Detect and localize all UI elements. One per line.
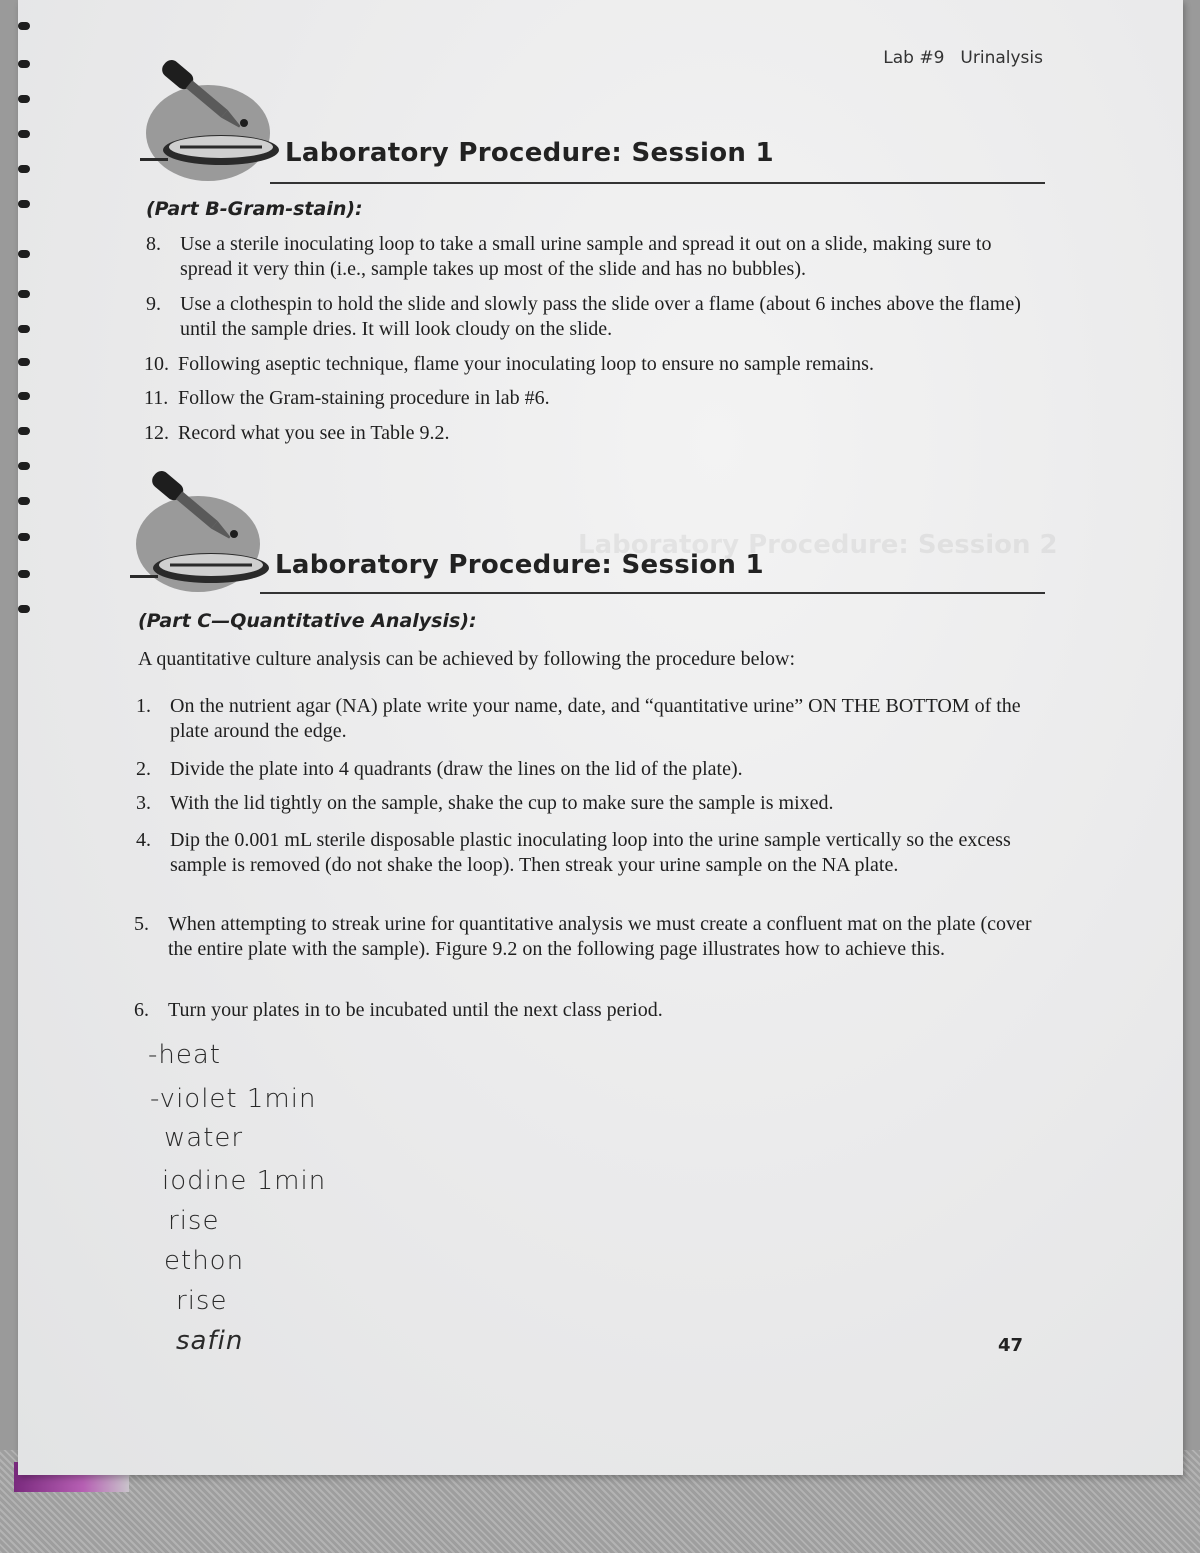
step-number: 11.: [144, 387, 169, 409]
binding-hole: [18, 130, 30, 138]
running-header: [883, 48, 1043, 68]
step-text: Record what you see in Table 9.2.: [178, 422, 450, 444]
binding-hole: [18, 392, 30, 400]
binding-hole: [18, 427, 30, 435]
step-text: Use a sterile inoculating loop to take a small urine sample and spread it out on a slide, making sure to spread it very thin (i.e., sample takes up most of the slide and has no bubbles).: [180, 233, 992, 280]
step-number: 10.: [144, 353, 169, 375]
procedure-step: [134, 998, 1034, 1023]
step-number: 8.: [146, 233, 161, 255]
step-text: On the nutrient agar (NA) plate write your name, date, and “quantitative urine” ON THE BOTTOM of the plate around the edge.: [170, 695, 1021, 742]
step-text: When attempting to streak urine for quantitative analysis we must create a confluent mat on the plate (cover the entire plate with the sample). Figure 9.2 on the following page illustrates how to achieve this.: [168, 913, 1032, 960]
binding-hole: [18, 605, 30, 613]
procedure-step: [146, 292, 1046, 342]
procedure-step: [134, 912, 1034, 962]
handwritten-note: safin: [176, 1326, 244, 1356]
handwritten-note: rise: [176, 1286, 228, 1316]
step-text: Follow the Gram-staining procedure in lab #6.: [178, 387, 550, 409]
binding-hole: [18, 22, 30, 30]
step-number: 6.: [134, 999, 149, 1021]
procedure-step: [144, 386, 1044, 411]
step-number: 12.: [144, 422, 169, 444]
step-number: 2.: [136, 758, 151, 780]
document-page: [18, 0, 1183, 1475]
lab-topic: Urinalysis: [960, 48, 1043, 68]
step-number: 1.: [136, 695, 151, 717]
section-rule: [270, 182, 1045, 184]
binding-hole: [18, 95, 30, 103]
handwritten-note: -heat: [148, 1040, 221, 1070]
procedure-step: [144, 352, 1044, 377]
binding-hole: [18, 533, 30, 541]
procedure-step: [136, 791, 1036, 816]
binding-hole: [18, 325, 30, 333]
handwritten-note: water: [164, 1123, 244, 1153]
part-heading: (Part C—Quantitative Analysis):: [138, 610, 477, 632]
handwritten-note: rise: [168, 1206, 220, 1236]
handwritten-note: -violet 1min: [150, 1084, 317, 1114]
show-through-text: Laboratory Procedure: Session 2: [578, 530, 1058, 560]
part-heading: (Part B-Gram-stain):: [146, 198, 363, 220]
handwritten-note: ethon: [164, 1246, 245, 1276]
step-number: 4.: [136, 829, 151, 851]
binding-hole: [18, 165, 30, 173]
step-text: Divide the plate into 4 quadrants (draw the lines on the lid of the plate).: [170, 758, 743, 780]
binding-hole: [18, 60, 30, 68]
step-text: Use a clothespin to hold the slide and slowly pass the slide over a flame (about 6 inches above the flame) until the sample dries. It will look cloudy on the slide.: [180, 293, 1021, 340]
section-title: Laboratory Procedure: Session 1: [285, 138, 774, 168]
handwritten-note: iodine 1min: [162, 1166, 327, 1196]
procedure-step: [136, 828, 1036, 878]
intro-text: A quantitative culture analysis can be achieved by following the procedure below:: [138, 648, 796, 670]
binding-hole: [18, 358, 30, 366]
dropper-petri-dish-icon: [126, 466, 286, 601]
dropper-petri-dish-icon: [136, 55, 296, 190]
procedure-step: [136, 694, 1036, 744]
binding-hole: [18, 570, 30, 578]
step-number: 9.: [146, 293, 161, 315]
section-rule: [260, 592, 1045, 594]
step-text: With the lid tightly on the sample, shake the cup to make sure the sample is mixed.: [170, 792, 834, 814]
binding-hole: [18, 290, 30, 298]
section-title: Laboratory Procedure: Session 1: [275, 550, 764, 580]
step-text: Following aseptic technique, flame your inoculating loop to ensure no sample remains.: [178, 353, 874, 375]
page-number: 47: [997, 1335, 1023, 1356]
binding-hole: [18, 200, 30, 208]
procedure-step: [144, 421, 1044, 446]
lab-number: Lab #9: [883, 48, 945, 68]
step-number: 5.: [134, 913, 149, 935]
binding-hole: [18, 462, 30, 470]
binding-hole: [18, 250, 30, 258]
step-text: Turn your plates in to be incubated until the next class period.: [168, 999, 663, 1021]
procedure-step: [146, 232, 1046, 282]
binding-hole: [18, 497, 30, 505]
procedure-step: [136, 757, 1036, 782]
step-number: 3.: [136, 792, 151, 814]
step-text: Dip the 0.001 mL sterile disposable plastic inoculating loop into the urine sample vertically so the excess sample is removed (do not shake the loop). Then streak your urine sample on the NA plate.: [170, 829, 1011, 876]
